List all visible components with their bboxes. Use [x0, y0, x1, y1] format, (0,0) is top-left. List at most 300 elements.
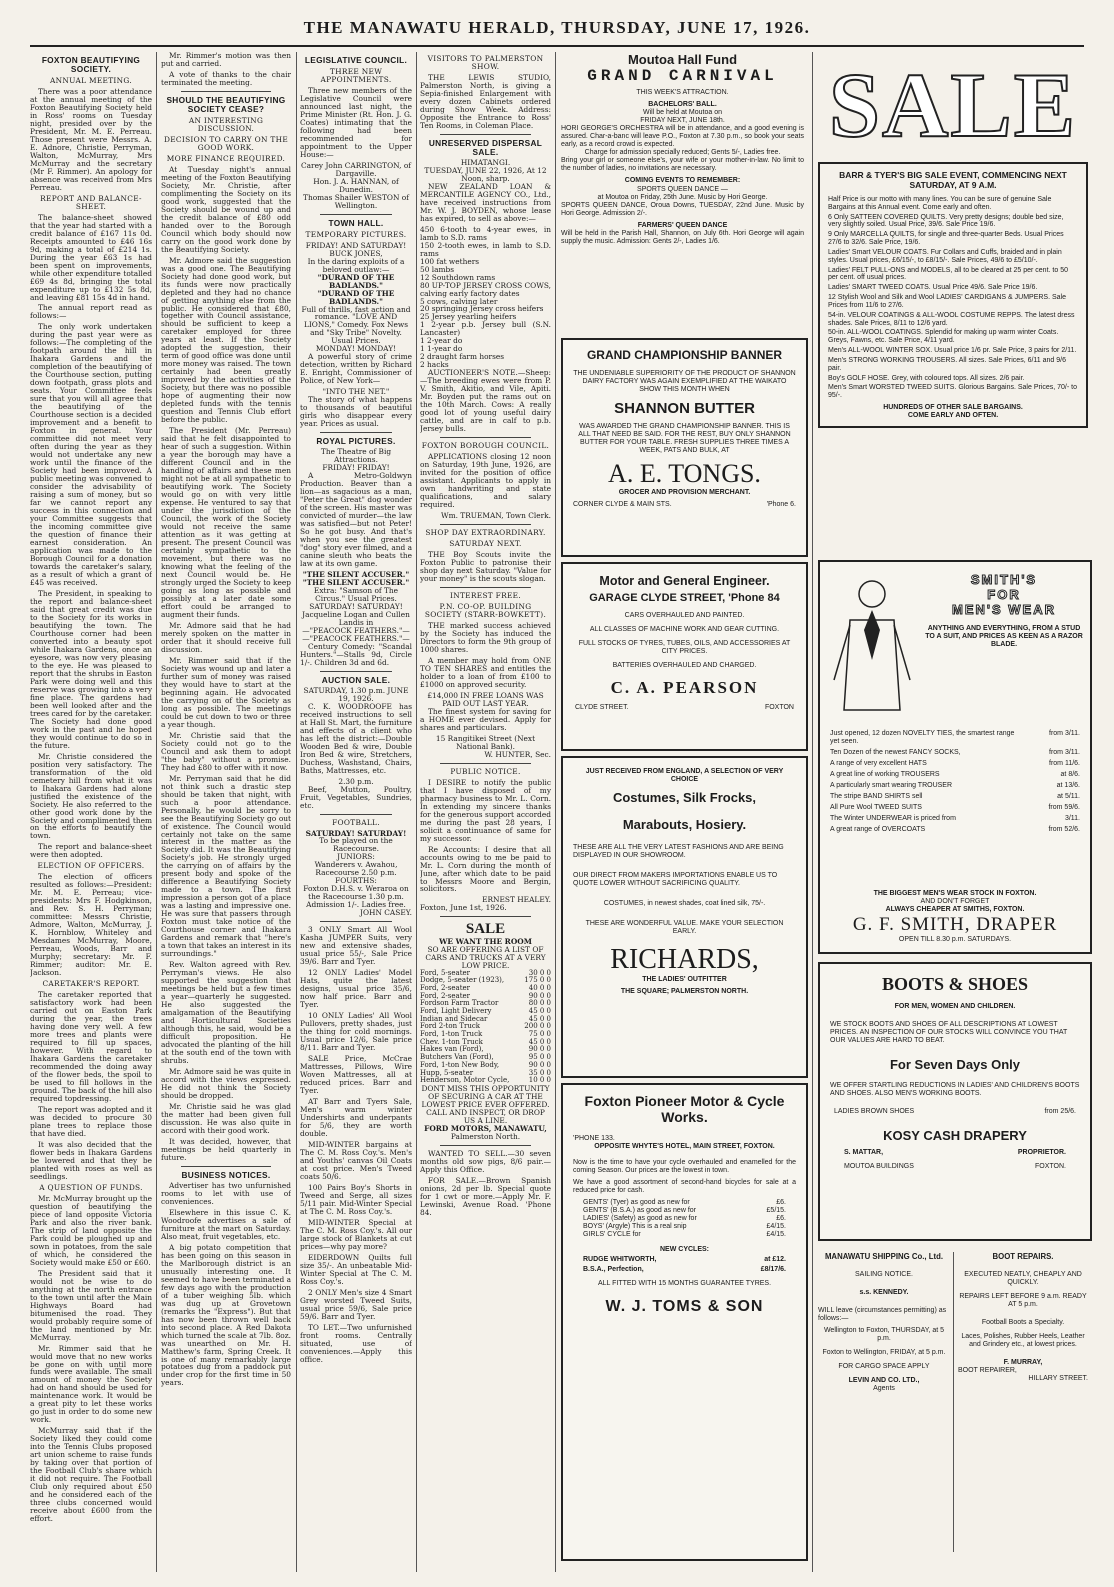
classified: EIDERDOWN Quilts full size 35/-. An unbeatable Mid-Winter Special at The C. M. Ross Coy.'s.: [300, 1252, 412, 1286]
menswear-item: The Winter UNDERWEAR is priced from: [830, 815, 956, 823]
classified: TO LET.—Two unfurnished front rooms. Centrally situated, use of conveniences.—Apply this office.: [300, 1322, 412, 1364]
column-4: [420, 52, 551, 1582]
sale-line: Men's ALL-WOOL WINTER SOX. Usual price 1/6 pr. Sale Price, 3 pairs for 2/11.: [828, 347, 1077, 355]
menswear-row: [830, 749, 1080, 757]
sale-line: 12 Stylish Wool and Silk and Wool LADIES' CARDIGANS & JUMPERS. Sale Prices from 11/6 to 27/6.: [828, 294, 1067, 309]
ad-line: Admission 1/-. Ladies free.: [306, 900, 406, 910]
film-title: "DURAND OF THE BADLANDS.": [317, 288, 395, 306]
car-name: Henderson, Motor Cycle,: [420, 1076, 510, 1085]
ad-subtitle: P.N. CO-OP. BUILDING SOCIETY (STARR-BOWKETT).: [424, 601, 547, 619]
sale-line: 54-in. VELOUR COATINGS & ALL-WOOL COSTUME REPPS. The latest dress shades. Sale Prices, 8/11 to 12/6 yard.: [828, 311, 1075, 327]
stock-item: 5 cows, calving later: [420, 296, 498, 306]
article-title: SHOULD THE BEAUTIFYING SOCIETY CEASE?: [166, 94, 286, 114]
paragraph: Mr. Admore said the suggestion was a good one. The Beautifying Society had done good work, but its funds were now practically depleted and they had no chance of getting anything else from the public. He considered that £80, together with Council assistance, should be sufficient to keep a caretaker employed for three years at least. If the Society adopted the suggestion, their term of good office was done until more money was raised. The town certainly had been greatly improved by the activities of the Society, but there was no possible hope of augmenting their now depleted funds with the tennis question and Tennis Club effort before the public.: [161, 255, 291, 425]
ad-line: NEW CYCLES:: [660, 1245, 709, 1253]
paragraph: McMurray said that if the Society liked they could come into the Tennis Clubs proposed art union scheme to raise funds by taking over that portion of the Football Club's share which it did not require. The Football Club only required about £50 and he considered each of the three clubs concerned would receive about £600 from the effort.: [30, 1426, 152, 1524]
ad-title: A. E. TONGS.: [608, 459, 761, 489]
bike-price: £5/15.: [766, 1207, 786, 1215]
bike-price-list: [583, 1199, 786, 1239]
menswear-item: Ten Dozen of the newest FANCY SOCKS,: [830, 749, 961, 757]
ad-line: ALL CLASSES OF MACHINE WORK AND GEAR CUTTING.: [589, 626, 780, 634]
menswear-price-list: [830, 727, 1080, 834]
classified: MID-WINTER bargains at The C. M. Ross Coy.'s. Men's and Youths' canvas Oil Coats at cost price. Men's Tweed coats 50/6.: [300, 1139, 412, 1181]
paragraph: Mr. Admore said that he had merely spoken on the matter in order that it should receive full discussion.: [161, 620, 291, 654]
bike-price: £4/15.: [766, 1223, 786, 1231]
ad-title: C. A. PEARSON: [610, 678, 759, 698]
paragraph: Three new members of the Legislative Council were announced last night, the Prime Minister (Rt. Hon. J. G. Coates) intimating that the following had been recommended for appointment to the Upper House:—: [300, 85, 412, 159]
paragraph: A member may hold from ONE TO TEN SHARES and entitles the holder to a loan of from £100 to £1000 on approved security.: [420, 655, 551, 689]
menswear-price: from 3/11.: [1049, 730, 1080, 737]
ad-line: SPORTS QUEEN DANCE, Oroua Downs, TUESDAY, 22nd June. Music by Hori George. Admission 2/-.: [561, 201, 804, 217]
stock-item: 1 2-year p.b. Jersey bull (S.N. Lancaster): [420, 320, 551, 338]
bike-row: [583, 1231, 786, 1239]
ad-title: FOXTON BOROUGH COUNCIL.: [421, 441, 550, 451]
ad-line: THE UNDENIABLE SUPERIORITY OF THE PRODUCT OF SHANNON DAIRY FACTORY WAS AGAIN EXEMPLIFIED AT THE WAIKATO SHOW THIS MONTH WHEN: [573, 370, 796, 394]
menswear-price: from 3/11.: [1049, 749, 1080, 757]
paragraph: A powerful story of crime detection, written by Richard E. Enright, Commissioner of Police, of New York—: [300, 352, 412, 386]
ad-line: HIMATANGI.: [460, 157, 511, 167]
bike-name: GENTS' (B.S.A.) as good as new for: [583, 1207, 696, 1215]
ad-title: GARAGE CLYDE STREET, 'Phone 84: [589, 592, 780, 604]
ad-line: 'Phone 6.: [766, 501, 796, 509]
ad-subtitle: SATURDAY NEXT.: [449, 539, 522, 549]
menswear-item: A range of very excellent HATS: [830, 760, 927, 768]
barr-tyer-sale-ad: [818, 52, 1088, 540]
ad-line: S. MATTAR,: [844, 1149, 884, 1157]
ad-line: ALL FITTED WITH 15 MONTHS GUARANTEE TYRES.: [597, 1279, 772, 1287]
signature: ERNEST HEALEY.: [482, 895, 551, 905]
ad-line: Foxton D.H.S. v. Weraroa on the Racecourse 1.30 p.m.: [303, 884, 409, 902]
paragraph: The President, in speaking to the report and balance-sheet said that great credit was due to the Society for its works in beautifying the town. The Courthouse corner had been converted into a beauty spot while Ihakara Gardens, once an eyesore, was now very pleasing to the eye. He was pleased to report that the shrubs in Easton Park were doing well and this reserve was growing into a very fine place. The gardens had been well looked after and the trees cared for by the caretaker. The Society had done good work in the past and he hoped they would continue to do so in the future.: [30, 588, 152, 750]
ad-title: UNRESERVED DISPERSAL SALE.: [428, 137, 543, 157]
article-subtitle: MORE FINANCE REQUIRED.: [166, 153, 286, 163]
paragraph: The finest system for saving for a HOME ever devised. Apply for shares and particulars.: [420, 706, 551, 732]
ad-line: 2.30 p.m.: [338, 776, 374, 786]
ad-line: LADIES BROWN SHOES: [834, 1108, 915, 1116]
paragraph: A vote of thanks to the chair terminated the meeting.: [161, 69, 291, 87]
ad-title: W. J. TOMS & SON: [605, 1297, 764, 1315]
ad-line: WE WANT THE ROOM: [439, 936, 532, 946]
classified: SALE Price, McCrae Mattresses, Pillows, Wire Woven Mattresses, all at reduced prices. Barr and Tyer.: [300, 1054, 412, 1096]
paragraph: Rev. Walton agreed with Rev. Perryman's views. He also supported the suggestion that meetings be held but a few times a year—quarterly he suggested. He also suggested the amalgamation of the Beautifying and Horticultural Societies although this, he said, would be a difficult proposition. He advocated the planting of the hill at the south end of the town with shrubs.: [161, 960, 291, 1066]
ad-line: THE LADIES' OUTFITTER: [642, 976, 727, 984]
paragraph: The only work undertaken during the past year were as follows:—The completing of the footpath around the hill in Ihakara Gardens and the completion of the beautifying of the Courthouse section, putting down footpath, grass plots and seats. Your Committee feels sure that you will all agree that the beautifying of the Courthouse section is a decided improvement and a benefit to Foxton in general. Your committee did not meet very often during the year as they would not undertake any new work until the finance of the Society had been improved. A public meeting was convened to consider the advisability of raising a sum of money, but so far we cannot report any success in this connection and your Committee suggests that the incoming committee give the question of finance their earnest consideration. An application was made to the Borough Council for a donation towards the caretaker's salary, as a result of which a grant of £45 was received.: [30, 322, 152, 587]
ad-line: Full of thrills, fast action and romance. "LOVE AND LIONS," Comedy. Fox News and "Sky Tribe" Novelty.: [301, 304, 411, 338]
sale-line: HUNDREDS OF OTHER SALE BARGAINS.: [883, 404, 1023, 412]
car-price: 10 0 0: [528, 1076, 551, 1085]
divider: [440, 1145, 531, 1146]
ad-line: FOR MEN, WOMEN AND CHILDREN.: [894, 1003, 1016, 1010]
paragraph: Mr. Christie considered the position very satisfactory. The transformation of the old cemetery hill from what it was to Ihakara Gardens had alone justified the existence of the Society. He also referred to the other good work done by the Society and complimented them on the efforts to beautify the town.: [30, 751, 152, 841]
car-price: 45 0 0: [528, 1037, 551, 1046]
ad-line: THE BIGGEST MEN'S WEAR STOCK IN FOXTON.: [873, 890, 1037, 897]
ad-line: TUESDAY, JUNE 22, 1926, At 12 Noon, sharp.: [424, 165, 547, 183]
ad-title: Marabouts, Hosiery.: [622, 817, 747, 833]
ad-title: KOSY CASH DRAPERY: [883, 1128, 1027, 1144]
car-name: Hupp, 5-seater: [420, 1068, 474, 1077]
ad-line: RUDGE WHITWORTH,: [583, 1255, 657, 1263]
ad-line: JUST RECEIVED FROM ENGLAND, A SELECTION OF VERY CHOICE: [585, 768, 784, 784]
sale-line: Men's STRONG WORKING TROUSERS. All sizes. Sale Prices, 6/11 and 9/6 pair.: [828, 356, 1066, 372]
section-heading: ELECTION OF OFFICERS.: [37, 861, 145, 871]
ad-line: FORD MOTORS, MANAWATU,: [424, 1123, 547, 1133]
film-title: —"PEACOCK FEATHERS."—: [302, 633, 410, 643]
ad-line: REPAIRS LEFT BEFORE 9 a.m. READY AT 5 p.m.: [959, 1293, 1087, 1309]
ad-line: Extra: "Samson of The Circus." Usual Prices.: [313, 585, 399, 603]
ad-line: FOXTON.: [1035, 1163, 1066, 1171]
ad-line: Football Boots a Specialty.: [981, 1319, 1065, 1327]
paragraph: The election of officers resulted as follows:—President: Mr. M. E. Perreau; vice-presidents: Mrs F. Hodgkinson, and Rev. S. H. Perryman; committee: Messrs Christie, Admore, Walton, McMurray, J. K. Hornblow, Whiteley and Mesdames McMurray, Moore, Perreau, Woods, Barr and Murphy; secretary: Mr. F. Rimmer; auditor: Mr. E. Jackson.: [30, 872, 152, 978]
ad-title: BARR & TYER'S BIG SALE EVENT, COMMENCING NEXT SATURDAY, AT 9 A.M.: [839, 170, 1067, 190]
paragraph: THE LEWIS STUDIO, Palmerston North, is giving a Sepia-finished Enlargement with every dozen Cabinets ordered during Show Week. Address: Opposite the Entrance to Ross' Ten Rooms, in Coleman Place.: [420, 72, 551, 130]
article-title: FOXTON BEAUTIFYING SOCIETY.: [41, 55, 141, 74]
bike-name: LADIES' (Safety) as good as new for: [583, 1215, 697, 1223]
menswear-row: [830, 826, 1080, 834]
ad-line: DONT MISS THIS OPPORTUNITY OF SECURING A CAR AT THE LOWEST PRICE EVER OFFERED. CALL AND INSPECT, OR DROP US A LINE.: [421, 1083, 550, 1125]
menswear-row: [830, 730, 1080, 746]
paragraph: C. K. WOODROOFE has received instructions to sell at Hall St. Mart, the furniture and effects of a client who has left the district:—Double Wooden Bed & wire, Double Iron Bed & wire, Stretchers, Duchess, Washstand, Chairs, Baths, Mattresses, etc.: [300, 701, 412, 775]
bike-price: £6.: [776, 1215, 786, 1223]
menswear-price: from 11/6.: [1049, 760, 1080, 768]
ad-title: BOOTS & SHOES: [881, 974, 1029, 994]
stock-item: 2 draught farm horses: [420, 352, 505, 362]
sale-line: Ladies' SMART TWEED COATS. Usual Price 49/6. Sale Price 19/6.: [828, 284, 1038, 292]
ad-line: JOHN CASEY.: [359, 908, 412, 918]
ad-line: BACHELORS' BALL.: [648, 101, 717, 109]
paragraph: I DESIRE to notify the public that I have disposed of my pharmacy business to Mr. L. Corn. In extending my sincere thanks for the generous support accorded me during the past 28 years, I solicit a continuance of same for my successor.: [420, 777, 551, 843]
ad-line: SATURDAY! SATURDAY!: [309, 601, 403, 611]
divider: [320, 214, 392, 215]
paragraph: The President said that it would not be wise to do anything at the north entrance to the town until after the Main Highways Board had bitumenised the road. They would probably require some of the land mentioned by Mr. McMurray.: [30, 1268, 152, 1342]
paragraph: Mr. Christie said he was glad the matter had been given full discussion. He was also quite in accord with their good work.: [161, 1101, 291, 1135]
stock-item: 80 UP-TOP JERSEY CROSS COWS, calving early factory dates: [420, 280, 551, 298]
ad-line: Usual Prices.: [331, 336, 381, 346]
menswear-price: from 52/6.: [1048, 826, 1080, 834]
menswear-row: [830, 760, 1080, 768]
ad-line: 'PHONE 133.: [573, 1135, 615, 1142]
stock-item: 150 2-tooth ewes, in lamb to S.D. rams: [420, 240, 551, 258]
ad-line: WE STOCK BOOTS AND SHOES OF ALL DESCRIPTIONS AT LOWEST PRICES. AN INSPECTION OF OUR STOCKS WILL CONVINCE YOU THAT OUR VALUES ARE HARD TO BEAT.: [830, 1021, 1068, 1045]
paragraph: Elsewhere in this issue C. K. Woodroofe advertises a sale of furniture at the mart on Saturday. Also meat, fruit vegetables, etc.: [161, 1207, 291, 1241]
car-name: Ford, Light Delivery: [420, 1007, 492, 1015]
divider: [440, 587, 531, 588]
menswear-price: at 13/6.: [1056, 782, 1080, 790]
stock-item: 50 lambs: [420, 264, 455, 274]
stock-item: 2 hacks: [420, 360, 449, 370]
stock-item: 1 1-year do: [420, 344, 463, 354]
ad-line: Will be held in the Parish Hall, Shannon, on July 6th. Hori George will again supply the music. Admission: Gents 2/-, Ladies 1/6.: [561, 229, 804, 245]
ad-line: Agents: [873, 1385, 895, 1393]
ad-line: To be played on the Racecourse.: [319, 836, 393, 854]
ad-line: HORI GEORGE'S ORCHESTRA will be in attendance, and a good evening is assured. Char-a-banc will leave P.O., Foxton at 7.30 p.m., so book your seats early, as a record crowd is expected.: [561, 125, 804, 149]
section-heading: CARETAKER'S REPORT.: [42, 979, 140, 989]
paragraph: Re Accounts: I desire that all accounts owing to me be paid to Mr. L. Corn during the month of June, after which date to be paid to Messrs Moore and Bergin, solicitors.: [420, 844, 551, 894]
car-price: 200 0 0: [524, 1022, 551, 1031]
car-price: 90 0 0: [528, 991, 551, 1000]
divider: [320, 432, 392, 433]
car-price: 95 0 0: [528, 1053, 551, 1062]
menswear-row: [830, 793, 1080, 801]
ad-title: PUBLIC NOTICE.: [450, 766, 521, 776]
ad-title: INTEREST FREE.: [449, 591, 522, 600]
ad-line: THE SQUARE; PALMERSTON NORTH.: [620, 988, 749, 996]
car-price: 75 0 0: [528, 1030, 551, 1039]
ad-title: FOR: [987, 587, 1021, 602]
sale-banner: SALE: [828, 54, 1078, 156]
ad-title: Moutoa Hall Fund: [627, 52, 738, 67]
sale-line: Ladies' Smart VELOUR COATS. Fur Collars and Cuffs, braided and in plain styles. Usual prices, £6/15/-, to £8/15/-. Sale Prices, 49/6 to £5/10/-.: [828, 248, 1062, 264]
ad-line: FULL STOCKS OF TYRES, TUBES, OILS, AND ACCESSORIES AT CITY PRICES.: [578, 640, 791, 656]
divider: [320, 921, 392, 922]
paragraph: At Tuesday night's annual meeting of the Foxton Beautifying Society, Mr. Christie, after complimenting the Society on its good work, suggested that the Society should be wound up and the credit balance of £80 odd handed over to the Borough Council which body should now carry on the good work done by the Beautifying Society.: [161, 164, 291, 254]
ad-line: ANYTHING AND EVERYTHING, FROM A STUD TO A SUIT, AND PRICES AS KEEN AS A RAZOR BLADE.: [925, 625, 1083, 649]
classified: 100 Pairs Boy's Shorts in Tweed and Serge, all sizes 5/11 pair. Mid-Winter Special at The C. M. Ross Coy.'s.: [300, 1182, 412, 1216]
paragraph: Mr. Rimmer's motion was then put and carried.: [161, 52, 291, 68]
ad-title: Costumes, Silk Frocks,: [612, 790, 757, 806]
paragraph: A big potato competition that has been going on this season in the Marlborough district is an unusually interesting one. It seemed to have been terminated a few days ago with the production of a tuber weighing 5lb. which was dug up at Grovetown (remarks the "Express"). But that has now been thrown well back into second place. A Red Dakota which turned the scale at 7lb. 8oz. was unearthed on Mr. H. Matthew's farm, Spring Creek. It is one of many remarkably large potatoes dug from a paddock put under crop for the first time in 50 years.: [161, 1242, 291, 1388]
film-title: "INTO THE NET.": [322, 387, 390, 397]
paragraph: The report and balance-sheet were then adopted.: [30, 842, 152, 860]
sale-line: 9 Only MARCELLA QUILTS, for single and three-quarter Beds. Usual Prices 27/6 to 32/6. Sale Price, 19/6.: [828, 231, 1064, 247]
ad-title: MANAWATU SHIPPING Co., Ltd.: [824, 1252, 944, 1261]
ad-line: PROPRIETOR.: [1017, 1149, 1066, 1157]
divider: [440, 763, 531, 764]
car-price: 90 0 0: [528, 1045, 551, 1054]
price: £8/17/6.: [760, 1265, 786, 1273]
menswear-item: All Pure Wool TWEED SUITS: [830, 804, 922, 812]
ad-line: BUCK JONES,: [329, 248, 383, 258]
ad-line: JUNIORS:: [337, 852, 375, 862]
carnival-ad: [561, 52, 804, 317]
car-price: 45 0 0: [528, 1007, 551, 1015]
ad-line: LEVIN AND CO. LTD.,: [848, 1377, 920, 1385]
bike-name: GENTS' (Tyer) as good as new for: [583, 1199, 690, 1207]
car-price: 80 0 0: [528, 999, 551, 1008]
car-price: 90 0 0: [528, 1060, 551, 1069]
ad-line: Foxton, June 1st, 1926.: [420, 903, 507, 913]
sale-line: Boy's GOLF HOSE. Grey, with coloured tops. All sizes. 2/6 pair.: [828, 374, 1025, 382]
car-name: Ford, 5-seater: [420, 968, 470, 977]
column-rule: [555, 52, 556, 1572]
bike-price: £4/15.: [766, 1231, 786, 1239]
column-rule: [416, 52, 417, 1572]
sale-line: Half Price is our motto with many lines. You can be sure of genuine Sale Bargains at this Annual event. Come early and often.: [828, 196, 1052, 211]
divider: [440, 524, 531, 525]
classified: 12 ONLY Ladies' Model Hats, quite the latest designs, usual price 35/6, now half price. Barr and Tyer.: [300, 968, 412, 1010]
section-heading: REPORT AND BALANCE-SHEET.: [40, 193, 142, 211]
ad-line: Charge for admission specially reduced; Gents 5/-, Ladies free.: [584, 149, 781, 157]
ad-line: SATURDAY! SATURDAY!: [305, 828, 407, 838]
column-rule: [812, 52, 813, 1572]
car-name: Butchers Van (Ford),: [420, 1053, 494, 1062]
smith-menswear-ad: [818, 560, 1092, 954]
ad-line: FRIDAY! AND SATURDAY!: [305, 240, 407, 250]
paragraph: AUCTIONEER'S NOTE.—Sheep: —The breeding ewes were from P. V. Smith, Akitio, and Vile, Apiti. Mr. Boyden put the rams out on the 10th March. Cows: A really good lot of young useful dairy cattle, and are in calf to p.b. Jersey bulls.: [420, 368, 551, 434]
car-name: Chev. 1-ton Truck: [420, 1037, 483, 1046]
stock-item: 450 6-tooth to 4-year ewes, in lamb to S.D. rams: [420, 224, 551, 242]
ad-line: OUR DIRECT FROM MAKERS IMPORTATIONS ENABLE US TO QUOTE LOWER WITHOUT SACRIFICING QUALITY.: [573, 872, 778, 888]
menswear-row: [830, 815, 1080, 823]
bike-row: [583, 1207, 786, 1215]
sale-line: Men's Smart WORSTED TWEED SUITS. Glorious Bargains. Sale Prices, 70/- to 95/-.: [828, 384, 1077, 400]
column-rule: [296, 52, 297, 1572]
paragraph: There was a poor attendance at the annual meeting of the Foxton Beautifying Society held in Ross' rooms on Tuesday night, presided over by the President, Mr. M. E. Perreau. Those present were Messrs. A. E. Adnore, Christie, Perryman, Walton, McMurray, Mrs McMurray and the secretary (Mr F. Rimmer). An apology for absence was received from Mrs Perreau.: [30, 86, 152, 192]
ad-line: WE OFFER STARTLING REDUCTIONS IN LADIES' AND CHILDREN'S BOOTS AND SHOES. ALSO MEN'S WORKING BOOTS.: [830, 1082, 1080, 1098]
car-name: Ford, 2-seater: [420, 991, 470, 1000]
ad-line: EXECUTED NEATLY, CHEAPLY AND QUICKLY.: [964, 1271, 1082, 1287]
ad-title: SHANNON BUTTER: [614, 400, 755, 418]
ad-line: Laces, Polishes, Rubber Heels, Leather and Grindery etc., at lowest prices.: [961, 1333, 1085, 1349]
car-name: Ford, 2-seater: [420, 983, 470, 992]
paragraph: NEW ZEALAND LOAN & MERCANTILE AGENCY CO., Ltd., have received instructions from Mr. W. J. BOYDEN, whose lease has expired, to sell as above:—: [420, 181, 551, 223]
ad-title: For Seven Days Only: [889, 1057, 1021, 1073]
paragraph: THE marked success achieved by the Society has induced the Directors to form the 9th group of 1000 shares.: [420, 620, 551, 654]
signature: Wm. TRUEMAN, Town Clerk.: [440, 511, 551, 521]
car-price: 35 0 0: [528, 1068, 551, 1077]
stock-item: 12 Southdown rams: [420, 272, 496, 282]
classified: WANTED TO SELL.—30 seven months old sow pigs, 8/6 pair.—Apply this Office.: [420, 1148, 551, 1174]
menswear-item: Just opened, 12 dozen NOVELTY TIES, the smartest range yet seen.: [830, 730, 1015, 746]
classified: FOR SALE.—Brown Spanish onions, 2d per lb. Special quote for 1 cwt or more.—Apply Mr. F. Lewinski, Avenue Road. 'Phone 84.: [420, 1175, 551, 1217]
ad-line: COMING EVENTS TO REMEMBER:: [624, 177, 741, 185]
car-name: Ford, 1-ton Truck: [420, 1030, 483, 1039]
ad-title: Motor and General Engineer.: [599, 574, 770, 588]
film-title: "THE SILENT ACCUSER.": [302, 577, 410, 587]
classified: MID-WINTER Special at The C. M. Ross Coy.'s. All our large stock of Blankets at cut prices—why pay more?: [300, 1217, 412, 1251]
article-subtitle: DECISION TO CARRY ON THE GOOD WORK.: [163, 134, 289, 152]
ad-line: CLYDE STREET.: [575, 704, 629, 712]
masthead: THE MANAWATU HERALD, THURSDAY, JUNE 17, 1926.: [303, 18, 811, 37]
menswear-item: A great range of OVERCOATS: [830, 826, 926, 834]
ad-title: G. F. SMITH, DRAPER: [852, 914, 1058, 936]
stock-item: 20 springing Jersey cross heifers: [420, 304, 544, 314]
article-subtitle: AN INTERESTING DISCUSSION.: [188, 115, 264, 133]
car-name: Ford 2-ton Truck: [420, 1022, 481, 1031]
paragraph: Mr. Admore said he was quite in accord with the views expressed. He did not think the Society should be dropped.: [161, 1067, 291, 1100]
menswear-row: [830, 804, 1080, 812]
classified: AT Barr and Tyers Sale, Men's warm winter Undershirts and underpants for 5/6, they are worth double.: [300, 1097, 412, 1138]
classified: 10 ONLY Ladies' All Wool Pullovers, pretty shades, just the thing for cold mornings. Usual price 12/6, Sale price 8/11. Barr and Tyer.: [300, 1011, 412, 1053]
signature: W. HUNTER, Sec.: [484, 749, 551, 759]
ad-title: BOOT REPAIRS.: [992, 1252, 1054, 1261]
paragraph: A Metro-Goldwyn Production. Beaver than a lion—as sagacious as a man, "Peter the Great" dog wonder of the screen. His master was convicted of murder—the law was satisfied—but not Peter! So he got busy. And that's when you see the greatest "dog" story ever filmed, and a canine sleuth who beats the law at its own game.: [300, 471, 412, 568]
price: from 25/6.: [1044, 1108, 1076, 1116]
column-2: [161, 52, 291, 1582]
paragraph: Mr. Christie said that the Society could not go to the Council and ask them to adopt "the baby" without a promise. They had £80 to offer with it now.: [161, 730, 291, 772]
menswear-price: at 5/11.: [1057, 793, 1080, 801]
ad-line: In the daring exploits of a beloved outlaw:—: [307, 256, 405, 274]
menswear-price: 3/11.: [1064, 815, 1080, 823]
ad-title: SMITH'S: [970, 572, 1038, 587]
ad-line: Bring your girl or someone else's, your wife or your mother-in-law. No limit to the number of ladies, no invitations are necessary.: [561, 157, 804, 173]
toms-cycle-ad: [561, 1083, 808, 1561]
ad-title: AUCTION SALE.: [321, 674, 391, 685]
ad-line: Wanderers v. Awahou, Racecourse 2.50 p.m.: [314, 860, 398, 878]
paragraph: It was also decided that the flower beds in Ihakara Gardens be lowered and that they be planted with roses as well as seedlings.: [30, 1139, 152, 1181]
boot-repairs-ad: [958, 1252, 1088, 1552]
ad-line: SO ARE OFFERING A LIST OF CARS AND TRUCKS AT A VERY LOW PRICE.: [425, 944, 546, 970]
ad-title: TOWN HALL.: [328, 217, 384, 228]
divider: [320, 671, 392, 672]
ad-line: Palmerston North.: [450, 1131, 521, 1141]
divider: [320, 814, 392, 815]
price: at £12.: [764, 1255, 786, 1263]
ad-line: Foxton to Wellington, FRIDAY, at 5 p.m.: [822, 1349, 946, 1357]
sale-line: Ladies' FELT PULL-ONS and MODELS, all to be cleared at 25 per cent. to 50 per cent. off usual prices.: [828, 266, 1068, 282]
appointee: Hon. J. A. HANNAN, of Dunedin.: [313, 176, 399, 194]
car-name: Dodge, 5-seater (1923),: [420, 976, 505, 985]
ad-line: We have a good assortment of second-hand bicycles for sale at a reduced price for cash.: [573, 1179, 796, 1195]
car-price: 45 0 0: [528, 1014, 551, 1023]
paragraph: Mr. Rimmer said that he would move that no new works be gone on with until more funds were available. The small amount of money the Society had on hand should be used for maintenance work. It would be a great pity to let these works go just in order to do some new work.: [30, 1343, 152, 1425]
ad-line: F. MURRAY,: [1003, 1359, 1043, 1367]
appointee: Carey John CARRINGTON, of Dargaville.: [300, 160, 412, 178]
ad-line: B.S.A., Perfection,: [583, 1265, 644, 1273]
ad-line: OPEN TILL 8.30 p.m. SATURDAYS.: [898, 936, 1012, 944]
column-rule: [156, 52, 157, 1572]
ad-line: MOUTOA BUILDINGS: [844, 1163, 914, 1171]
ad-title: MEN'S WEAR: [952, 602, 1056, 617]
ad-title: VISITORS TO PALMERSTON SHOW.: [427, 54, 544, 71]
column-1: [30, 52, 152, 1582]
ad-line: Wellington to Foxton, THURSDAY, at 5 p.m.: [823, 1327, 945, 1343]
ad-line: s.s. KENNEDY.: [859, 1289, 909, 1297]
ad-line: FRIDAY! FRIDAY!: [322, 463, 390, 473]
ad-line: FOR CARGO SPACE APPLY: [838, 1363, 930, 1371]
bike-price: £6.: [776, 1199, 786, 1207]
ad-line: BATTERIES OVERHAULED AND CHARGED.: [612, 662, 757, 670]
sale-line: 50-in. ALL-WOOL COATINGS. Splendid for making up warm winter Coats. Greys, Fawns, etc. Sale Price, 4/11 yard.: [828, 329, 1059, 345]
appointee: Thomas Shailer WESTON of Wellington.: [303, 192, 409, 210]
ad-line: OPPOSITE WHYTE'S HOTEL, MAIN STREET, FOXTON.: [594, 1143, 775, 1151]
menswear-row: [830, 782, 1080, 790]
column-3: [300, 52, 412, 1582]
sale-line: COME EARLY AND OFTEN.: [907, 411, 999, 419]
column-rule: [953, 1252, 954, 1552]
paragraph: The balance-sheet showed that the year had started with a credit balance of £167 11s 0d. Receipts amounted to £46 16s 9d, making a total of £214 1s. During the year £63 1s had been spent on improvements, while other expenditure totalled £69 4s 8d, bringing the total expenditure up to £132 5s 8d, and leaving £81 15s 4d in hand.: [30, 212, 152, 302]
kosy-drapery-ad: [818, 962, 1092, 1241]
ad-title: ROYAL PICTURES.: [316, 436, 396, 447]
film-title: —"PEACOCK FEATHERS."—: [302, 625, 410, 635]
ad-line: 15 Rangitikei Street (Next National Bank).: [435, 733, 536, 751]
paragraph: THE Boy Scouts invite the Foxton Public to patronise their shop day next Saturday. "Value for your money" is the scouts slogan.: [420, 550, 551, 584]
menswear-price: at 8/6.: [1060, 771, 1080, 779]
ad-title: GRAND CARNIVAL: [587, 67, 778, 85]
ad-line: THESE ARE WONDERFUL VALUE. MAKE YOUR SELECTION EARLY.: [585, 920, 784, 936]
bike-row: [583, 1223, 786, 1231]
paragraph: It was decided, however, that meetings be held quarterly in future.: [161, 1136, 291, 1162]
divider: [181, 1166, 271, 1167]
ad-line: MONDAY! MONDAY!: [315, 344, 397, 354]
film-title: "THE SILENT ACCUSER.": [302, 569, 410, 579]
sale-line: 6 Only SATTEEN COVERED QUILTS. Very pretty designs; double bed size, very slightly soiled. Usual Price, 39/6. Sale Price 19/6.: [828, 213, 1064, 229]
article-title: LEGISLATIVE COUNCIL.: [304, 55, 408, 65]
paragraph: The story of what happens to thousands of beautiful girls who disappear every year. Prices as usual.: [300, 395, 412, 429]
stock-item: 25 Jersey yearling heifers: [420, 312, 517, 322]
ad-line: WILL leave (circumstances permitting) as follows:—: [818, 1307, 947, 1323]
ad-line: FARMERS' QUEEN DANCE: [637, 221, 728, 229]
sale-heading: SALE: [465, 921, 506, 938]
paragraph: APPLICATIONS closing 12 noon on Saturday, 19th June, 1926, are invited for the position of office assistant. Applicants to apply in own handwriting and state qualifications, and salary required.: [420, 452, 551, 510]
ad-line: Now is the time to have your cycle overhauled and enamelled for the coming Season. Our prices are the lowest in town.: [573, 1159, 796, 1175]
stock-item: 100 fat wethers: [420, 256, 480, 266]
classified: 2 ONLY Men's size 4 Smart Grey worsted Tweed Suits, usual price 59/6, Sale price 59/6. Barr and Tyer.: [300, 1287, 412, 1321]
ad-line: SAILING NOTICE.: [855, 1271, 913, 1278]
paragraph: The caretaker reported that satisfactory work had been carried out on Easton Park during the year, the trees having done very well. A few more trees and plants were required to fill up spaces, however. With regard to Ihakara Gardens the caretaker recommended the doing away of the flower beds, the spoil to be used to fill hollows in the ground. The back of the hill also required topdressing.: [30, 990, 152, 1103]
paragraph: The annual report read as follows:—: [30, 303, 152, 321]
ad-line: SPORTS QUEEN DANCE —: [637, 185, 728, 193]
bike-name: BOYS' (Argyle) This is a real snip: [583, 1223, 687, 1231]
